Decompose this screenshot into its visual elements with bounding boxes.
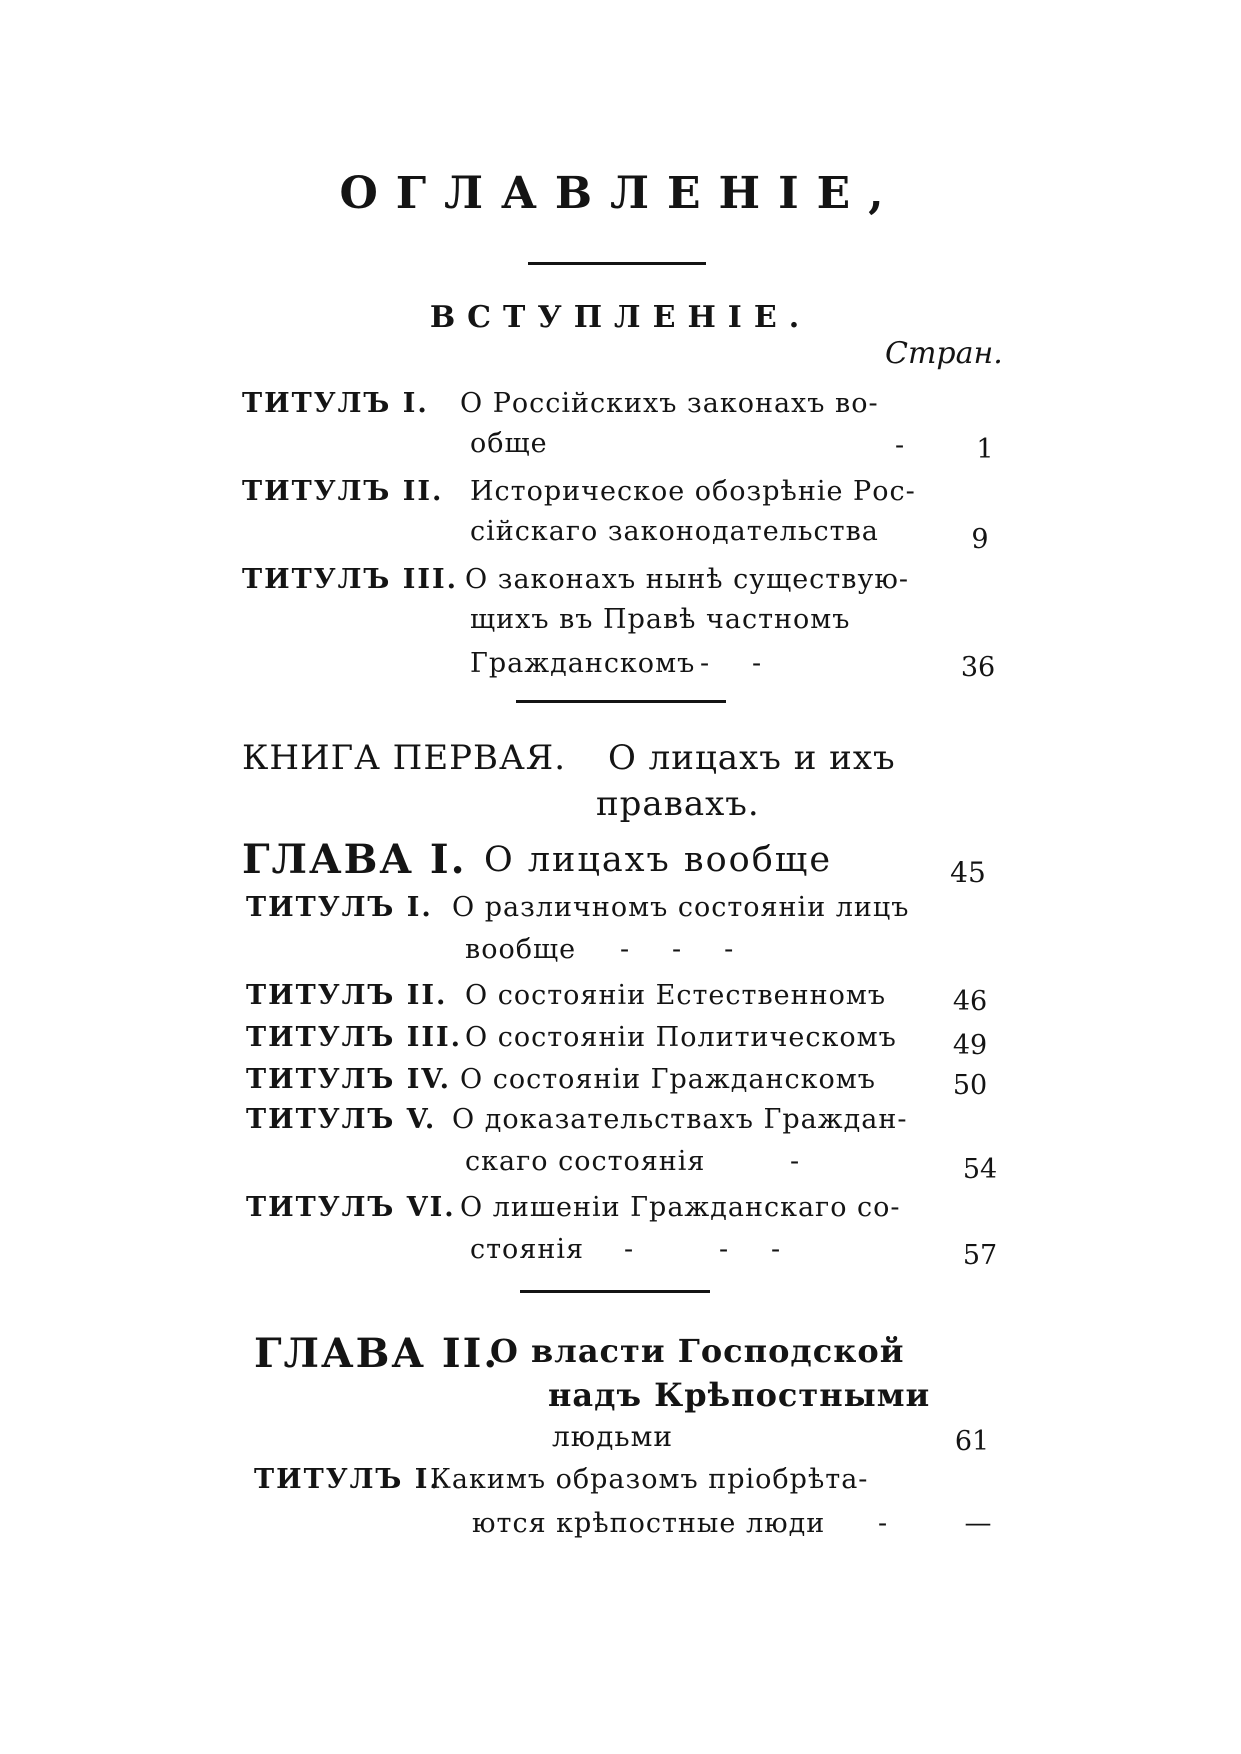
intro-titul-1-page: 1 — [976, 434, 994, 465]
book-one-line-1: О лицахъ и ихъ — [608, 738, 896, 778]
ch1-titul-5-line-1: О доказательствахъ Граждан- — [452, 1104, 908, 1135]
chapter-2-line-3: людьми — [552, 1420, 674, 1453]
ch1-titul-6-dashes: - - - — [624, 1234, 781, 1265]
ch1-titul-6-line-1: О лишеніи Гражданскаго со- — [460, 1192, 901, 1223]
ch1-titul-3-line-1: О состояніи Политическомъ — [465, 1022, 897, 1053]
intro-titul-1-label: ТИТУЛЪ I. — [242, 388, 429, 419]
intro-titul-3-dashes: - - — [700, 648, 762, 679]
chapter-2-page: 61 — [954, 1426, 990, 1457]
ch1-titul-5-line-2: скаго состоянія — [465, 1146, 706, 1177]
intro-titul-3-line-3: Гражданскомъ — [470, 648, 696, 679]
chapter-1-label: ГЛАВА I. — [242, 836, 467, 883]
ch1-titul-1-line-1: О различномъ состояніи лицъ — [452, 892, 910, 923]
ch1-titul-3-page: 49 — [952, 1030, 988, 1061]
divider — [516, 700, 726, 703]
ch1-titul-6-label: ТИТУЛЪ VI. — [246, 1192, 456, 1223]
intro-titul-2-page: 9 — [971, 524, 989, 555]
intro-titul-3-label: ТИТУЛЪ III. — [242, 564, 458, 595]
ch1-titul-1-line-2: вообще — [465, 934, 577, 965]
divider — [520, 1290, 710, 1293]
ch1-titul-5-page: 54 — [962, 1154, 998, 1185]
chapter-2-label: ГЛАВА II. — [254, 1330, 500, 1377]
intro-titul-1-line-1: О Россійскихъ законахъ во- — [460, 388, 879, 419]
chapter-1-title: О лицахъ вообще — [484, 840, 833, 880]
ch1-titul-4-line-1: О состояніи Гражданскомъ — [460, 1064, 876, 1095]
ch1-titul-2-page: 46 — [952, 986, 988, 1017]
ch1-titul-1-dashes: - - - — [620, 934, 734, 965]
ch1-titul-6-line-2: стоянія — [470, 1234, 585, 1265]
ch1-titul-1-label: ТИТУЛЪ I. — [246, 892, 433, 923]
ch1-titul-5-label: ТИТУЛЪ V. — [246, 1104, 437, 1135]
ch2-titul-1-line-1: Какимъ образомъ пріобрѣта- — [430, 1464, 869, 1495]
chapter-2-line-1: О власти Господской — [490, 1332, 905, 1370]
ch2-titul-1-page: — — [964, 1508, 992, 1539]
book-one-label: КНИГА ПЕРВАЯ. — [242, 738, 567, 778]
intro-titul-3-line-1: О законахъ нынѣ существую- — [465, 564, 909, 595]
divider — [528, 262, 706, 265]
ch1-titul-2-label: ТИТУЛЪ II. — [246, 980, 448, 1011]
intro-titul-3-line-2: щихъ въ Правѣ частномъ — [470, 604, 851, 635]
ch1-titul-6-page: 57 — [962, 1240, 998, 1271]
ch1-titul-2-line-1: О состояніи Естественномъ — [465, 980, 887, 1011]
book-one-line-2: правахъ. — [596, 784, 760, 824]
ch2-titul-1-line-2: ются крѣпостные люди — [472, 1508, 826, 1539]
page-column-label: Стран. — [885, 336, 1003, 371]
chapter-1-page: 45 — [950, 856, 986, 889]
intro-titul-2-label: ТИТУЛЪ II. — [242, 476, 444, 507]
intro-titul-2-line-2: сійскаго законодательства — [470, 516, 879, 547]
chapter-2-line-2: надъ Крѣпостными — [548, 1376, 931, 1414]
page-title: ОГЛАВЛЕНІЕ, — [339, 168, 902, 219]
ch1-titul-4-label: ТИТУЛЪ IV. — [246, 1064, 451, 1095]
intro-titul-3-page: 36 — [960, 652, 996, 683]
ch1-titul-5-dashes: - — [790, 1146, 800, 1177]
ch2-titul-1-dashes: - — [878, 1508, 888, 1539]
ch2-titul-1-label: ТИТУЛЪ I. — [254, 1464, 441, 1495]
intro-titul-1-line-2: обще — [470, 428, 548, 459]
ch1-titul-4-page: 50 — [952, 1070, 988, 1101]
intro-titul-1-dashes: - — [895, 430, 905, 461]
intro-titul-2-line-1: Историческое обозрѣніе Рос- — [470, 476, 916, 507]
ch1-titul-3-label: ТИТУЛЪ III. — [246, 1022, 462, 1053]
introduction-heading: ВСТУПЛЕНІЕ. — [429, 300, 812, 335]
